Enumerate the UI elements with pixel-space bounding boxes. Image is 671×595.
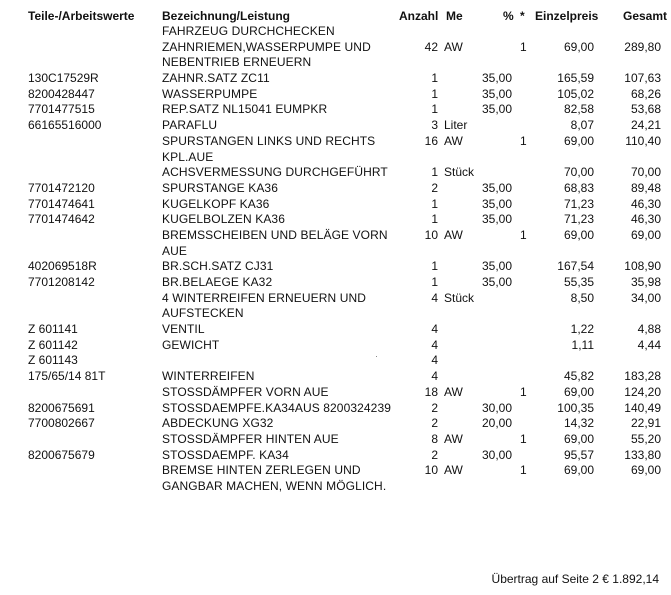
cell-unit: Stück [444, 165, 475, 180]
cell-description: VENTIL [162, 322, 205, 337]
cell-unit-price: 8,07 [570, 118, 594, 133]
cell-quantity: 2 [431, 447, 438, 462]
cell-part-number: Z 601141 [28, 322, 78, 337]
cell-quantity: 2 [431, 180, 438, 195]
cell-description: GANGBAR MACHEN, WENN MÖGLICH. [162, 478, 387, 493]
cell-description: FAHRZEUG DURCHCHECKEN [162, 24, 335, 38]
cell-part-number: 7701208142 [28, 275, 95, 289]
cell-total: 107,63 [624, 71, 661, 86]
cell-quantity: 1 [431, 275, 438, 289]
cell-description: WASSERPUMPE [162, 86, 258, 101]
table-row [0, 165, 671, 181]
cell-star: 1 [520, 133, 527, 148]
cell-unit-price: 167,54 [557, 259, 594, 274]
cell-total: 108,90 [624, 259, 661, 274]
cell-unit: AW [444, 384, 463, 399]
cell-part-number: 7701472120 [28, 180, 95, 195]
cell-description: ZAHNR.SATZ ZC11 [162, 71, 270, 86]
cell-description: PARAFLU [162, 118, 218, 133]
cell-percent: 35,00 [481, 196, 512, 211]
cell-description: SPURSTANGE KA36 [162, 180, 278, 195]
table-row [0, 244, 671, 260]
cell-quantity: 16 [424, 133, 438, 148]
cell-quantity: 1 [431, 165, 438, 180]
header-parts: Teile-/Arbeitswerte [28, 9, 135, 23]
cell-description: KPL.AUE [162, 149, 214, 164]
cell-description: GEWICHT [162, 337, 220, 352]
cell-unit-price: 165,59 [557, 71, 594, 86]
cell-total: 110,40 [625, 133, 661, 148]
table-row [0, 306, 671, 322]
cell-quantity: 2 [431, 416, 438, 431]
cell-quantity: 1 [431, 71, 438, 86]
table-row [0, 448, 671, 464]
cell-total: 4,44 [637, 337, 661, 352]
table-row [0, 150, 671, 166]
cell-unit-price: 69,00 [563, 431, 594, 446]
cell-description: STOSSDÄMPFER VORN AUE [162, 384, 329, 399]
cell-description: 4 WINTERREIFEN ERNEUERN UND [162, 290, 367, 305]
table-row [0, 338, 671, 354]
table-row [0, 401, 671, 417]
cell-total: 70,00 [630, 165, 661, 180]
cell-star: 1 [520, 227, 527, 242]
cell-total: 124,20 [624, 384, 661, 399]
table-row [0, 24, 671, 40]
cell-description: ACHSVERMESSUNG DURCHGEFÜHRT [162, 165, 388, 180]
table-row [0, 228, 671, 244]
cell-percent: 20,00 [481, 416, 512, 431]
cell-part-number: 130C17529R [28, 71, 99, 86]
cell-quantity: 4 [431, 337, 438, 352]
cell-total: 69,00 [630, 227, 661, 242]
cell-unit: AW [444, 133, 463, 148]
table-row [0, 181, 671, 197]
cell-part-number: 8200675679 [28, 447, 95, 462]
cell-unit-price: 45,82 [563, 369, 594, 384]
cell-total: 183,28 [624, 369, 661, 384]
cell-star: 1 [520, 431, 527, 446]
cell-description: BR.BELAEGE KA32 [162, 275, 273, 289]
table-row [0, 353, 671, 369]
cell-description: AUFSTECKEN [162, 306, 244, 321]
header-total: Gesamt [623, 9, 668, 23]
cell-quantity: 2 [431, 400, 438, 415]
table-row [0, 259, 671, 275]
table-row [0, 71, 671, 87]
cell-description: NEBENTRIEB ERNEUERN [162, 55, 312, 70]
cell-unit: AW [444, 431, 463, 446]
scan-speck [376, 356, 377, 357]
line-items [0, 24, 671, 495]
cell-quantity: 1 [431, 212, 438, 227]
cell-unit: AW [444, 39, 463, 54]
cell-total: 24,21 [630, 118, 661, 133]
table-row [0, 385, 671, 401]
cell-description: KUGELBOLZEN KA36 [162, 212, 285, 227]
cell-description: KUGELKOPF KA36 [162, 196, 270, 211]
cell-percent: 35,00 [481, 180, 512, 195]
cell-total: 69,00 [630, 463, 661, 478]
cell-part-number: 7701477515 [28, 102, 95, 117]
cell-total: 34,00 [630, 290, 661, 305]
cell-star: 1 [520, 463, 527, 478]
cell-total: 53,68 [630, 102, 661, 117]
header-quantity: Anzahl [399, 9, 439, 23]
cell-part-number: 175/65/14 81T [28, 369, 106, 384]
cell-quantity: 1 [431, 86, 438, 101]
cell-description: ZAHNRIEMEN,WASSERPUMPE UND [162, 39, 371, 54]
table-row [0, 479, 671, 495]
carry-over-total: Übertrag auf Seite 2 € 1.892,14 [491, 572, 659, 586]
cell-part-number: 7700802667 [28, 416, 95, 431]
cell-description: STOSSDAEMPF. KA34 [162, 447, 289, 462]
cell-quantity: 10 [424, 227, 438, 242]
cell-total: 55,20 [630, 431, 661, 446]
cell-unit-price: 70,00 [563, 165, 594, 180]
cell-description: ABDECKUNG XG32 [162, 416, 274, 431]
cell-percent: 35,00 [481, 212, 512, 227]
cell-description: BREMSE HINTEN ZERLEGEN UND [162, 463, 361, 478]
cell-part-number: 7701474641 [28, 196, 95, 211]
cell-quantity: 1 [431, 196, 438, 211]
header-percent: % [503, 9, 514, 23]
cell-total: 35,98 [630, 275, 661, 289]
cell-total: 46,30 [630, 196, 661, 211]
cell-unit-price: 100,35 [557, 400, 594, 415]
cell-part-number: Z 601142 [28, 337, 78, 352]
cell-quantity: 1 [431, 259, 438, 274]
cell-unit: Liter [444, 118, 468, 133]
table-row [0, 416, 671, 432]
cell-total: 140,49 [624, 400, 661, 415]
table-row [0, 212, 671, 228]
cell-percent: 35,00 [481, 275, 512, 289]
cell-unit-price: 105,02 [557, 86, 594, 101]
table-row [0, 134, 671, 150]
cell-unit-price: 8,50 [570, 290, 594, 305]
cell-unit-price: 69,00 [563, 227, 594, 242]
cell-quantity: 4 [431, 322, 438, 337]
cell-quantity: 4 [431, 369, 438, 384]
cell-quantity: 10 [424, 463, 438, 478]
table-row [0, 432, 671, 448]
cell-total: 46,30 [630, 212, 661, 227]
table-row [0, 291, 671, 307]
cell-percent: 30,00 [481, 447, 512, 462]
table-row [0, 197, 671, 213]
table-row [0, 275, 671, 291]
cell-part-number: 402069518R [28, 259, 97, 274]
cell-unit-price: 95,57 [563, 447, 594, 462]
cell-description: SPURSTANGEN LINKS UND RECHTS [162, 133, 376, 148]
cell-percent: 35,00 [481, 102, 512, 117]
table-row [0, 369, 671, 385]
header-unit-price: Einzelpreis [535, 9, 599, 23]
cell-part-number: 7701474642 [28, 212, 95, 227]
cell-quantity: 18 [424, 384, 438, 399]
cell-unit-price: 71,23 [563, 196, 594, 211]
header-star: * [520, 9, 525, 23]
cell-percent: 35,00 [481, 86, 512, 101]
cell-unit-price: 69,00 [563, 133, 594, 148]
cell-total: 133,80 [624, 447, 661, 462]
cell-percent: 35,00 [481, 71, 512, 86]
cell-total: 68,26 [630, 86, 661, 101]
cell-percent: 30,00 [481, 400, 512, 415]
cell-description: STOSSDÄMPFER HINTEN AUE [162, 431, 339, 446]
cell-description: STOSSDAEMPFE.KA34AUS 8200324239 [162, 400, 392, 415]
cell-total: 89,48 [630, 180, 661, 195]
table-row [0, 102, 671, 118]
table-row [0, 87, 671, 103]
cell-unit-price: 71,23 [563, 212, 594, 227]
cell-unit: AW [444, 463, 463, 478]
cell-part-number: 8200675691 [28, 400, 95, 415]
cell-percent: 35,00 [481, 259, 512, 274]
cell-quantity: 42 [424, 39, 438, 54]
cell-star: 1 [520, 39, 527, 54]
cell-unit-price: 14,32 [563, 416, 594, 431]
cell-description: BREMSSCHEIBEN UND BELÄGE VORN [162, 227, 388, 242]
cell-unit-price: 1,22 [570, 322, 594, 337]
cell-part-number: 8200428447 [28, 86, 95, 101]
table-row [0, 322, 671, 338]
cell-unit-price: 1,11 [571, 337, 594, 352]
cell-quantity: 1 [431, 102, 438, 117]
cell-unit-price: 69,00 [563, 39, 594, 54]
cell-quantity: 8 [431, 431, 438, 446]
cell-quantity: 4 [431, 290, 438, 305]
table-row [0, 55, 671, 71]
table-row [0, 40, 671, 56]
cell-total: 4,88 [637, 322, 661, 337]
cell-star: 1 [520, 384, 527, 399]
cell-description: BR.SCH.SATZ CJ31 [162, 259, 274, 274]
cell-total: 22,91 [630, 416, 661, 431]
cell-part-number: Z 601143 [28, 353, 78, 368]
cell-unit-price: 82,58 [563, 102, 594, 117]
cell-unit-price: 69,00 [563, 463, 594, 478]
cell-description: AUE [162, 243, 187, 258]
cell-part-number: 66165516000 [28, 118, 102, 133]
cell-unit-price: 69,00 [563, 384, 594, 399]
cell-description: WINTERREIFEN [162, 369, 255, 384]
table-row [0, 463, 671, 479]
cell-quantity: 3 [431, 118, 438, 133]
cell-total: 289,80 [624, 39, 661, 54]
cell-unit-price: 68,83 [563, 180, 594, 195]
cell-unit: Stück [444, 290, 475, 305]
header-description: Bezeichnung/Leistung [162, 9, 291, 23]
cell-unit-price: 55,35 [563, 275, 594, 289]
header-unit: Me [446, 9, 463, 23]
cell-unit: AW [444, 227, 463, 242]
cell-quantity: 4 [431, 353, 438, 368]
table-row [0, 118, 671, 134]
cell-description: REP.SATZ NL15041 EUMPKR [162, 102, 328, 117]
